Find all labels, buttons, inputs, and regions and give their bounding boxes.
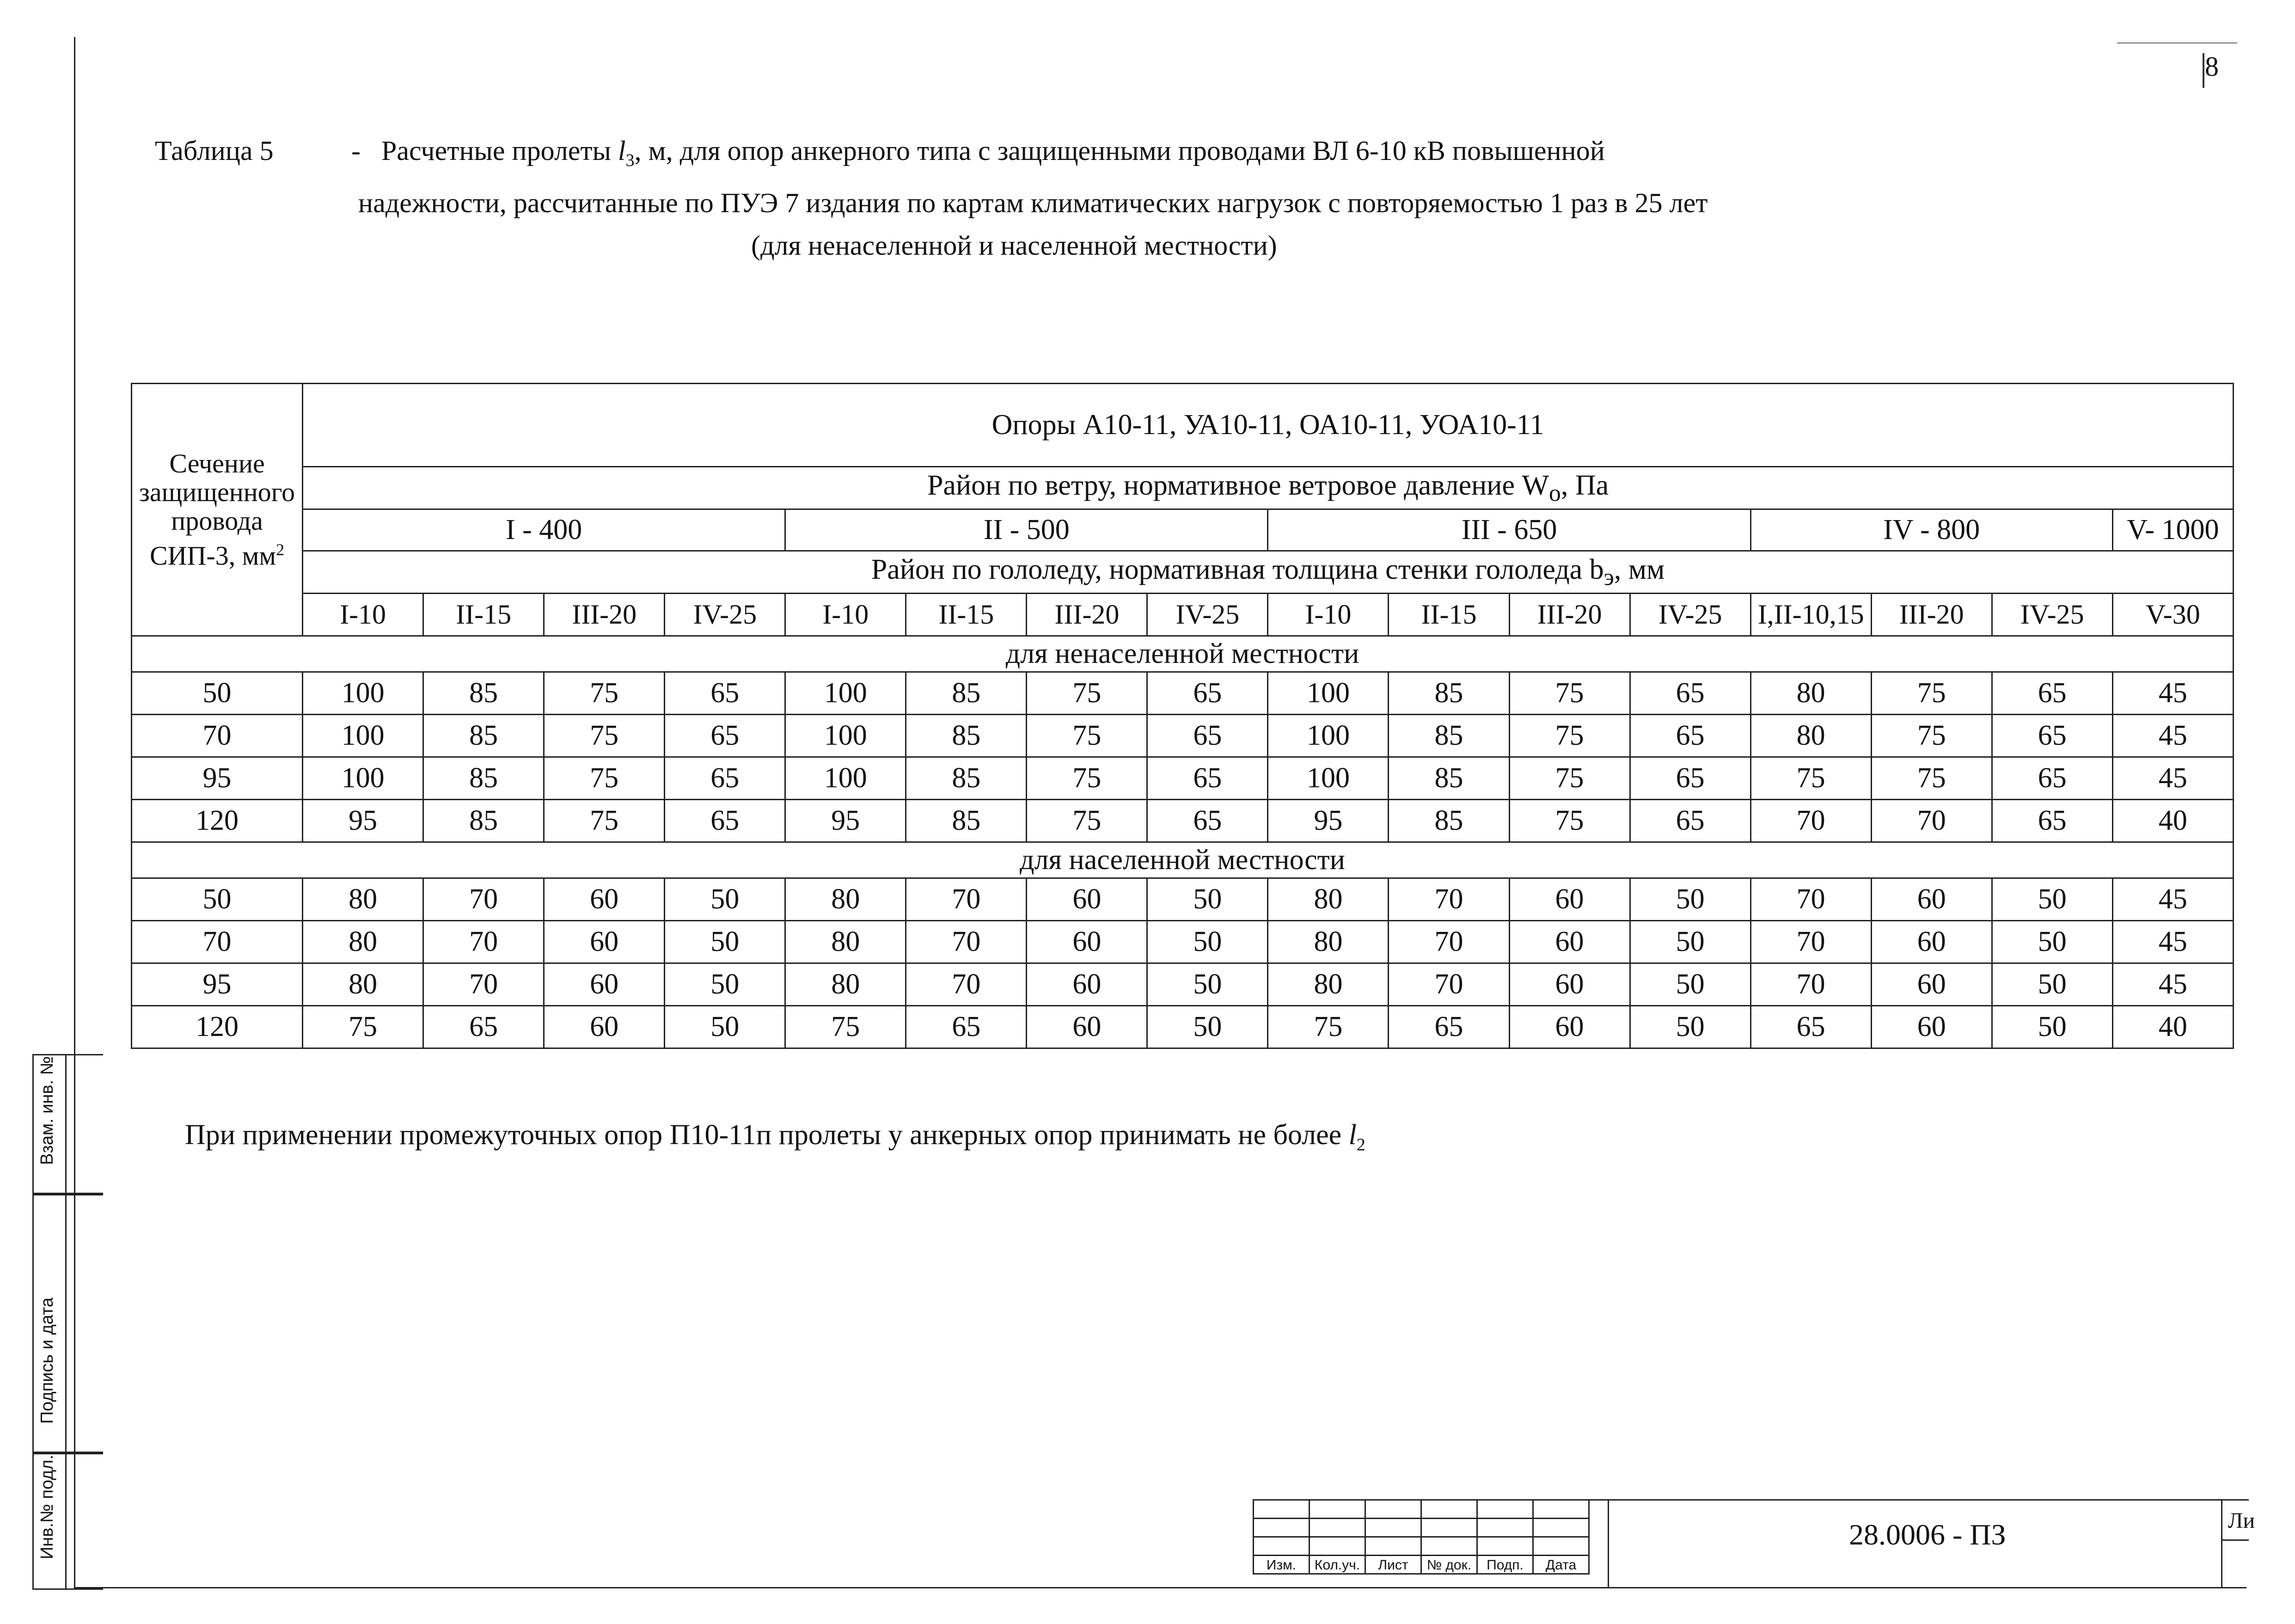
span-value-cell: 75 <box>1027 757 1147 800</box>
title-line-2: надежности, рассчитанные по ПУЭ 7 издания по картам климатических нагрузок с повторяемостью 1 раз в 25 лет <box>358 188 1708 218</box>
span-value-cell: 100 <box>303 757 423 800</box>
span-value-cell: 85 <box>1389 672 1509 715</box>
ice-region-1: I-10 <box>303 594 423 636</box>
ice-region-4: IV-25 <box>665 594 785 636</box>
stamp-inv-orig <box>32 1452 103 1590</box>
span-value-cell: 50 <box>1147 1006 1268 1048</box>
span-value-cell: 70 <box>906 921 1027 963</box>
revision-label-cell: Подп. <box>1477 1556 1533 1574</box>
ice-region-5: I-10 <box>785 594 906 636</box>
span-value-cell: 100 <box>303 672 423 715</box>
ice-region-8: IV-25 <box>1147 594 1268 636</box>
table-row <box>132 757 2234 800</box>
ice-region-2: II-15 <box>423 594 544 636</box>
span-value-cell: 50 <box>1147 921 1268 963</box>
span-value-cell: 100 <box>785 757 906 800</box>
wire-section-cell: 50 <box>132 878 303 921</box>
span-value-cell: 50 <box>665 963 785 1006</box>
table-row <box>132 1006 2234 1048</box>
span-value-cell: 60 <box>1027 963 1147 1006</box>
revision-cell <box>1477 1519 1533 1537</box>
note-text: При применении промежуточных опор П10-11п пролеты у анкерных опор принимать не более <box>185 1119 1342 1151</box>
span-value-cell: 45 <box>2112 921 2233 963</box>
revision-cell <box>1533 1519 1589 1537</box>
span-value-cell: 80 <box>1750 672 1871 715</box>
span-value-cell: 100 <box>1268 757 1389 800</box>
span-value-cell: 75 <box>1509 715 1630 757</box>
span-value-cell: 60 <box>1509 921 1630 963</box>
span-value-cell: 75 <box>544 800 665 842</box>
span-value-cell: 70 <box>1750 800 1871 842</box>
span-value-cell: 60 <box>1509 1006 1630 1048</box>
revision-cell <box>1254 1537 1310 1556</box>
stamp-sign-date-label: Подпись и дата <box>37 1297 57 1424</box>
section-title: для ненаселенной местности <box>132 636 2234 672</box>
table-row <box>132 800 2234 842</box>
span-value-cell: 50 <box>1992 963 2112 1006</box>
span-value-cell: 70 <box>1871 800 1992 842</box>
title-block-separator <box>1608 1499 1609 1588</box>
revision-cell <box>1421 1500 1477 1519</box>
span-value-cell: 70 <box>1750 878 1871 921</box>
span-value-cell: 75 <box>544 715 665 757</box>
span-value-cell: 80 <box>785 921 906 963</box>
span-value-cell: 65 <box>1992 672 2112 715</box>
span-symbol: $l_3$ <box>618 135 635 170</box>
revision-cell <box>1254 1519 1310 1537</box>
span-value-cell: 60 <box>1871 921 1992 963</box>
span-value-cell: 75 <box>1027 672 1147 715</box>
span-value-cell: 100 <box>785 715 906 757</box>
span-value-cell: 50 <box>1992 878 2112 921</box>
wire-section-cell: 95 <box>132 757 303 800</box>
table-row <box>132 921 2234 963</box>
span-value-cell: 85 <box>423 715 544 757</box>
span-value-cell: 70 <box>1750 963 1871 1006</box>
title-dash: - <box>351 135 361 166</box>
span-value-cell: 45 <box>2112 963 2233 1006</box>
span-value-cell: 45 <box>2112 672 2233 715</box>
title-block <box>1253 1499 2249 1588</box>
span-value-cell: 70 <box>906 963 1027 1006</box>
spans-table <box>131 383 2234 1049</box>
wire-section-cell: 120 <box>132 1006 303 1048</box>
span-value-cell: 80 <box>1268 921 1389 963</box>
span-value-cell: 65 <box>1630 672 1750 715</box>
span-value-cell: 70 <box>423 921 544 963</box>
span-value-cell: 85 <box>1389 757 1509 800</box>
ice-region-10: II-15 <box>1389 594 1509 636</box>
revision-cell <box>1310 1519 1365 1537</box>
span-value-cell: 50 <box>665 1006 785 1048</box>
revision-row <box>1254 1519 1589 1537</box>
span-value-cell: 50 <box>665 878 785 921</box>
span-value-cell: 85 <box>906 715 1027 757</box>
wind-region-3: III - 650 <box>1268 509 1750 551</box>
span-value-cell: 60 <box>544 1006 665 1048</box>
span-value-cell: 65 <box>1992 800 2112 842</box>
span-value-cell: 65 <box>665 800 785 842</box>
span-value-cell: 80 <box>303 921 423 963</box>
stamp-inv-orig-label: Инв.№ подл. <box>37 1454 57 1559</box>
span-value-cell: 65 <box>1992 715 2112 757</box>
wind-header: Район по ветру, нормативное ветровое давление $W_о$, Па <box>303 467 2234 509</box>
revision-cell <box>1421 1537 1477 1556</box>
span-value-cell: 65 <box>1147 672 1268 715</box>
span-value-cell: 100 <box>303 715 423 757</box>
document-code: 28.0006 - ПЗ <box>1849 1518 2006 1551</box>
ice-region-3: III-20 <box>544 594 665 636</box>
sheet-label: Ли <box>2228 1508 2255 1533</box>
revision-cell <box>1365 1519 1421 1537</box>
span-value-cell: 60 <box>1871 1006 1992 1048</box>
title-block-right-line <box>2221 1499 2222 1588</box>
wire-section-cell: 50 <box>132 672 303 715</box>
note <box>185 1119 1365 1155</box>
span-value-cell: 75 <box>1027 800 1147 842</box>
table-label: Таблица 5 <box>155 135 274 166</box>
span-value-cell: 75 <box>1509 757 1630 800</box>
span-value-cell: 75 <box>1027 715 1147 757</box>
ice-region-13: I,II-10,15 <box>1750 594 1871 636</box>
span-value-cell: 60 <box>544 878 665 921</box>
stamp-swap-inv-label: Взам. инв. № <box>37 1056 57 1165</box>
span-value-cell: 65 <box>906 1006 1027 1048</box>
revision-cell <box>1254 1500 1310 1519</box>
table-row <box>132 715 2234 757</box>
revision-label-cell: Дата <box>1533 1556 1589 1574</box>
span-value-cell: 95 <box>303 800 423 842</box>
span-value-cell: 85 <box>906 800 1027 842</box>
span-value-cell: 75 <box>785 1006 906 1048</box>
span-value-cell: 65 <box>1147 757 1268 800</box>
wire-section-cell: 120 <box>132 800 303 842</box>
span-value-cell: 80 <box>785 878 906 921</box>
span-value-cell: 75 <box>544 757 665 800</box>
span-value-cell: 80 <box>785 963 906 1006</box>
ice-region-7: III-20 <box>1027 594 1147 636</box>
span-value-cell: 80 <box>1268 963 1389 1006</box>
span-value-cell: 65 <box>1389 1006 1509 1048</box>
ice-header: Район по гололеду, нормативная толщина стенки гололеда $b_э$, мм <box>303 551 2234 594</box>
span-value-cell: 100 <box>785 672 906 715</box>
span-value-cell: 85 <box>423 800 544 842</box>
span-value-cell: 100 <box>1268 715 1389 757</box>
span-value-cell: 85 <box>423 672 544 715</box>
span-value-cell: 80 <box>303 878 423 921</box>
title-block-sheet-line <box>2221 1539 2249 1541</box>
span-value-cell: 65 <box>1630 800 1750 842</box>
span-value-cell: 75 <box>303 1006 423 1048</box>
span-value-cell: 85 <box>1389 800 1509 842</box>
span-value-cell: 75 <box>1509 800 1630 842</box>
span-value-cell: 65 <box>665 715 785 757</box>
span-value-cell: 65 <box>665 672 785 715</box>
revision-row <box>1254 1537 1589 1556</box>
span-value-cell: 75 <box>1871 715 1992 757</box>
span-value-cell: 70 <box>906 878 1027 921</box>
revision-cell <box>1477 1500 1533 1519</box>
span-value-cell: 65 <box>1147 715 1268 757</box>
span-value-cell: 50 <box>1630 921 1750 963</box>
span-value-cell: 65 <box>1147 800 1268 842</box>
span-value-cell: 65 <box>1750 1006 1871 1048</box>
span-value-cell: 60 <box>544 963 665 1006</box>
span-value-cell: 85 <box>1389 715 1509 757</box>
span-value-cell: 60 <box>1509 878 1630 921</box>
span-value-cell: 70 <box>423 963 544 1006</box>
revision-cell <box>1310 1537 1365 1556</box>
span-value-cell: 80 <box>1750 715 1871 757</box>
span-value-cell: 65 <box>1630 757 1750 800</box>
section-row <box>132 636 2234 672</box>
wire-section-cell: 70 <box>132 715 303 757</box>
span-value-cell: 85 <box>423 757 544 800</box>
section-title: для населенной местности <box>132 842 2234 878</box>
span-value-cell: 70 <box>1389 878 1509 921</box>
revision-cell <box>1533 1500 1589 1519</box>
span-value-cell: 65 <box>1630 715 1750 757</box>
ice-region-11: III-20 <box>1509 594 1630 636</box>
span-value-cell: 75 <box>544 672 665 715</box>
span-value-cell: 85 <box>906 757 1027 800</box>
ice-region-6: II-15 <box>906 594 1027 636</box>
span-value-cell: 75 <box>1509 672 1630 715</box>
wind-region-1: I - 400 <box>303 509 785 551</box>
stamp-sign-date <box>32 1193 103 1454</box>
span-value-cell: 65 <box>665 757 785 800</box>
span-value-cell: 75 <box>1268 1006 1389 1048</box>
span-value-cell: 50 <box>1630 878 1750 921</box>
span-value-cell: 100 <box>1268 672 1389 715</box>
span-value-cell: 60 <box>1871 878 1992 921</box>
span-value-cell: 50 <box>1147 963 1268 1006</box>
revision-row <box>1254 1500 1589 1519</box>
title-line-1 <box>155 129 2142 182</box>
note-symbol: $l_2$ <box>1348 1119 1365 1155</box>
span-value-cell: 75 <box>1871 672 1992 715</box>
revision-label-cell: Лист <box>1365 1556 1421 1574</box>
span-value-cell: 45 <box>2112 757 2233 800</box>
span-value-cell: 60 <box>1027 921 1147 963</box>
ice-region-14: III-20 <box>1871 594 1992 636</box>
wind-region-5: V- 1000 <box>2112 509 2233 551</box>
span-value-cell: 60 <box>544 921 665 963</box>
revision-cell <box>1310 1500 1365 1519</box>
span-value-cell: 50 <box>1630 963 1750 1006</box>
revision-row <box>1254 1556 1589 1574</box>
revision-label-cell: № док. <box>1421 1556 1477 1574</box>
section-row <box>132 842 2234 878</box>
span-value-cell: 75 <box>1871 757 1992 800</box>
span-value-cell: 80 <box>303 963 423 1006</box>
stamp-swap-inv <box>32 1054 103 1195</box>
table-row <box>132 878 2234 921</box>
revision-cell <box>1533 1537 1589 1556</box>
span-value-cell: 70 <box>423 878 544 921</box>
revision-cell <box>1421 1519 1477 1537</box>
ice-region-15: IV-25 <box>1992 594 2112 636</box>
wire-section-cell: 70 <box>132 921 303 963</box>
span-value-cell: 60 <box>1509 963 1630 1006</box>
span-value-cell: 50 <box>1992 1006 2112 1048</box>
span-value-cell: 65 <box>423 1006 544 1048</box>
span-value-cell: 80 <box>1268 878 1389 921</box>
table-row <box>132 672 2234 715</box>
revision-label-cell: Кол.уч. <box>1310 1556 1365 1574</box>
span-value-cell: 50 <box>1630 1006 1750 1048</box>
span-value-cell: 95 <box>1268 800 1389 842</box>
span-value-cell: 70 <box>1389 963 1509 1006</box>
revision-cell <box>1365 1537 1421 1556</box>
revision-cell <box>1477 1537 1533 1556</box>
span-value-cell: 70 <box>1389 921 1509 963</box>
wire-section-cell: 95 <box>132 963 303 1006</box>
span-value-cell: 95 <box>785 800 906 842</box>
wind-region-4: IV - 800 <box>1750 509 2112 551</box>
ice-region-12: IV-25 <box>1630 594 1750 636</box>
span-value-cell: 50 <box>1992 921 2112 963</box>
table-title <box>155 129 2142 267</box>
supports-header: Опоры А10-11, УА10-11, ОА10-11, УОА10-11 <box>303 384 2234 467</box>
span-value-cell: 45 <box>2112 715 2233 757</box>
span-value-cell: 85 <box>906 672 1027 715</box>
wind-region-2: II - 500 <box>785 509 1268 551</box>
ice-region-9: I-10 <box>1268 594 1389 636</box>
span-value-cell: 50 <box>1147 878 1268 921</box>
span-value-cell: 50 <box>665 921 785 963</box>
revision-cell <box>1365 1500 1421 1519</box>
page-mark: 8 <box>2205 51 2219 82</box>
span-value-cell: 45 <box>2112 878 2233 921</box>
span-value-cell: 70 <box>1750 921 1871 963</box>
corner-header: Сечение защищенного провода СИП-3, $мм^2$ <box>132 384 303 636</box>
span-value-cell: 40 <box>2112 800 2233 842</box>
title-text: Расчетные пролеты <box>381 135 611 166</box>
span-value-cell: 75 <box>1750 757 1871 800</box>
corner-bar <box>2203 53 2204 88</box>
title-line-3: (для ненаселенной и населенной местности) <box>751 230 1277 261</box>
table-row <box>132 963 2234 1006</box>
span-value-cell: 65 <box>1992 757 2112 800</box>
title-rest: , м, для опор анкерного типа с защищенными проводами ВЛ 6-10 кВ повышенной <box>634 135 1605 166</box>
spans-table-wrapper <box>131 383 2234 1049</box>
revision-label-cell: Изм. <box>1254 1556 1310 1574</box>
revision-grid <box>1253 1499 1590 1575</box>
span-value-cell: 60 <box>1027 878 1147 921</box>
span-value-cell: 60 <box>1871 963 1992 1006</box>
ice-region-16: V-30 <box>2112 594 2233 636</box>
span-value-cell: 40 <box>2112 1006 2233 1048</box>
span-value-cell: 60 <box>1027 1006 1147 1048</box>
